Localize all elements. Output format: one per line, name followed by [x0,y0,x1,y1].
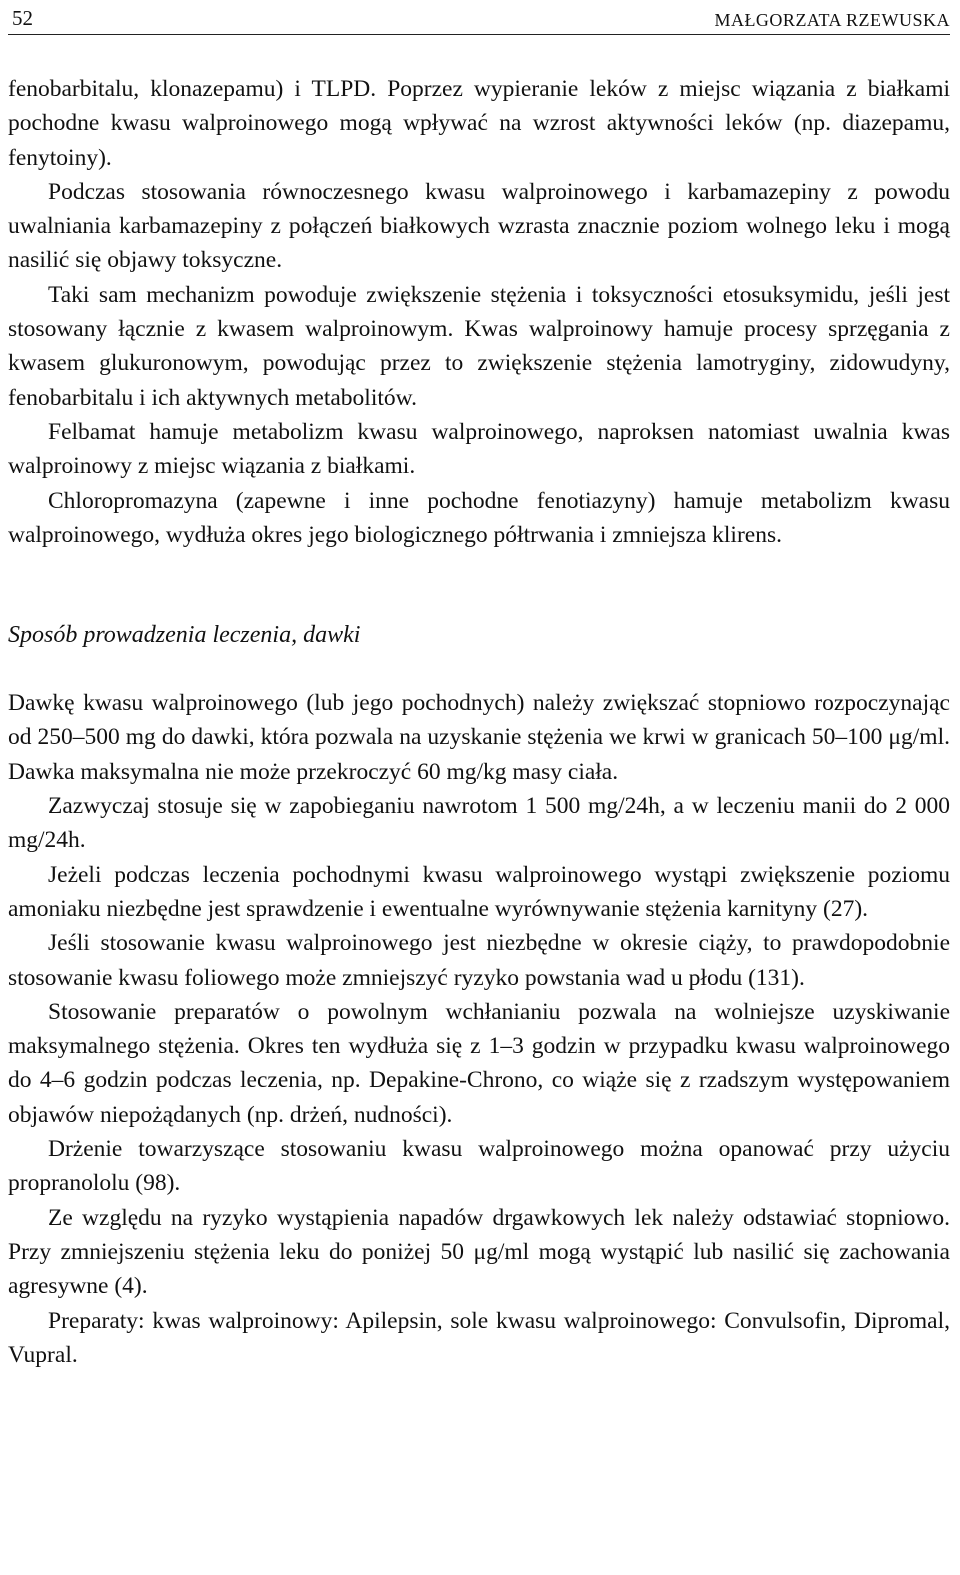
paragraph: Ze względu na ryzyko wystąpienia napadów drgawkowych lek należy odstawiać stopniowo. Przy zmniejszeniu stężenia leku do poniżej 50 μg/ml mogą wystąpić lub nasilić się zachowania agresywne (4). [8,1204,950,1300]
page-body [8,72,950,1372]
paragraph: Felbamat hamuje metabolizm kwasu walproinowego, naproksen natomiast uwalnia kwas walproinowy z miejsc wiązania z białkami. [8,418,950,480]
paragraph: Podczas stosowania równoczesnego kwasu walproinowego i karbamazepiny z powodu uwalniania karbamazepiny z połączeń białkowych wzrasta znacznie poziom wolnego leku i mogą nasilić się objawy toksyczne. [8,178,950,274]
paragraph: Jeżeli podczas leczenia pochodnymi kwasu walproinowego wystąpi zwiększenie poziomu amoniaku niezbędne jest sprawdzenie i ewentualne wyrównywanie stężenia karnityny (27). [8,861,950,922]
paragraph: Taki sam mechanizm powoduje zwiększenie stężenia i toksyczności etosuksymidu, jeśli jest stosowany łącznie z kwasem walproinowym. Kwas walproinowy hamuje procesy sprzęgania z kwasem glukuronowym, powodując przez to zwiększenie stężenia lamotryginy, zidowudyny, fenobarbitalu i ich aktywnych metabolitów. [8,281,950,411]
section-heading: Sposób prowadzenia leczenia, dawki [8,622,361,649]
paragraph: Drżenie towarzyszące stosowaniu kwasu walproinowego można opanować przy użyciu propranololu (98). [8,1136,950,1197]
paragraph: Stosowanie preparatów o powolnym wchłanianiu pozwala na wolniejsze uzyskiwanie maksymalnego stężenia. Okres ten wydłuża się z 1–3 godzin w przypadku kwasu walproinowego do 4–6 godzin podczas leczenia, np. Depakine-Chrono, co wiąże się z rzadszym występowaniem objawów niepożądanych (np. drżeń, nudności). [8,998,950,1128]
paragraph: Chloropromazyna (zapewne i inne pochodne fenotiazyny) hamuje metabolizm kwasu walproinowego, wydłuża okres jego biologicznego półtrwania i zmniejsza klirens. [8,487,950,548]
paragraph: Zazwyczaj stosuje się w zapobieganiu nawrotom 1 500 mg/24h, a w leczeniu manii do 2 000 mg/24h. [8,793,950,854]
page-number: 52 [12,6,33,30]
paragraph: Jeśli stosowanie kwasu walproinowego jest niezbędne w okresie ciąży, to prawdopodobnie stosowanie kwasu foliowego może zmniejszyć ryzyko powstania wad u płodu (131). [8,930,950,991]
paragraph: fenobarbitalu, klonazepamu) i TLPD. Poprzez wypieranie leków z miejsc wiązania z białkami pochodne kwasu walproinowego mogą wpływać na wzrost aktywności leków (np. diazepamu, fenytoiny). [8,76,950,171]
paragraph: Preparaty: kwas walproinowy: Apilepsin, sole kwasu walproinowego: Convulsofin, Dipromal, Vupral. [8,1307,950,1368]
running-head-author: MAŁGORZATA RZEWUSKA [714,10,950,30]
paragraph: Dawkę kwasu walproinowego (lub jego pochodnych) należy zwiększać stopniowo rozpoczynając od 250–500 mg do dawki, która pozwala na uzyskanie stężenia we krwi w granicach 50–100 μg/ml. Dawka maksymalna nie może przekroczyć 60 mg/kg masy ciała. [8,690,950,785]
page-header [8,4,950,35]
